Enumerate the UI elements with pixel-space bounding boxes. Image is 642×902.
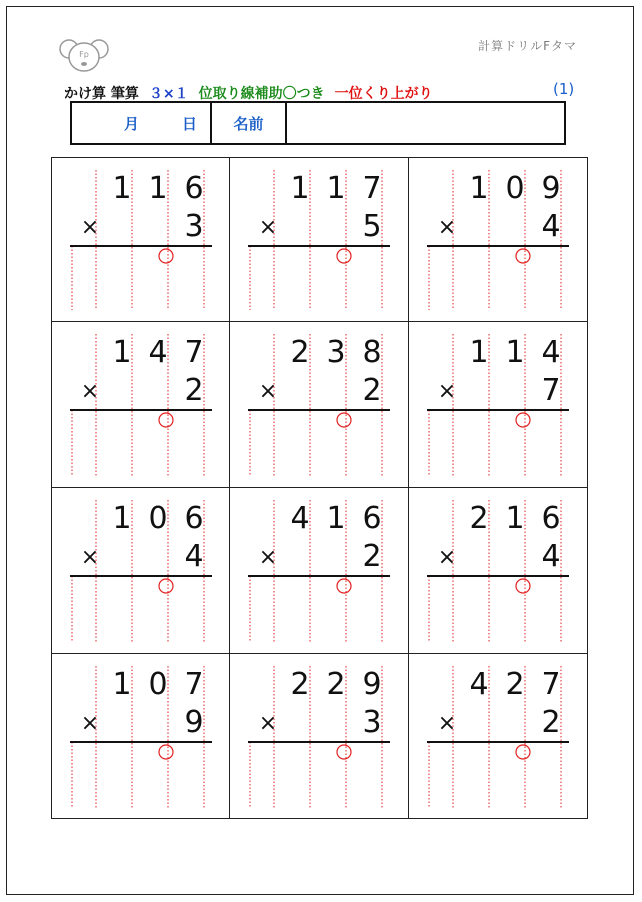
bottom-digit: 4 (541, 209, 561, 244)
date-field[interactable] (72, 103, 212, 143)
title-format: ３×１ (148, 86, 189, 102)
problem-canvas (52, 158, 230, 322)
problem-7 (51, 487, 230, 654)
top-digit: 6 (184, 171, 204, 206)
top-digit: 1 (148, 171, 168, 206)
multiply-sign: × (80, 215, 100, 240)
problem-1 (51, 157, 230, 322)
month-label: 月 (124, 114, 140, 133)
top-digit: 4 (469, 667, 489, 702)
top-digit: 1 (290, 171, 310, 206)
problem-canvas (409, 322, 589, 488)
logo-text: Fp (79, 50, 89, 59)
carry-circle (159, 579, 173, 593)
bottom-digit: 9 (184, 705, 204, 740)
carry-circle (516, 579, 530, 593)
problem-canvas (230, 654, 409, 820)
top-digit: 6 (362, 501, 382, 536)
day-label: 日 (182, 114, 198, 133)
top-digit: 1 (469, 335, 489, 370)
carry-circle (159, 413, 173, 427)
top-digit: 9 (362, 667, 382, 702)
title-helper: 位取り線補助〇つき (198, 86, 325, 102)
multiply-sign: × (258, 215, 278, 240)
top-digit: 8 (362, 335, 382, 370)
multiply-sign: × (437, 545, 457, 570)
bottom-digit: 2 (362, 539, 382, 574)
carry-circle (337, 413, 351, 427)
top-digit: 2 (505, 667, 525, 702)
multiply-sign: × (437, 215, 457, 240)
top-digit: 1 (326, 501, 346, 536)
top-digit: 7 (362, 171, 382, 206)
top-digit: 0 (148, 667, 168, 702)
multiply-sign: × (258, 545, 278, 570)
sheet-number: (1) (553, 80, 575, 98)
multiply-sign: × (258, 711, 278, 736)
problem-canvas (52, 654, 230, 820)
top-digit: 7 (184, 335, 204, 370)
problem-8 (229, 487, 409, 654)
bottom-digit: 7 (541, 373, 561, 408)
top-digit: 4 (541, 335, 561, 370)
top-digit: 1 (112, 501, 132, 536)
top-digit: 1 (112, 171, 132, 206)
problem-11 (229, 653, 409, 819)
multiply-sign: × (258, 379, 278, 404)
top-digit: 4 (148, 335, 168, 370)
top-digit: 2 (290, 667, 310, 702)
multiply-sign: × (80, 711, 100, 736)
carry-circle (516, 249, 530, 263)
bottom-digit: 5 (362, 209, 382, 244)
problem-2 (229, 157, 409, 322)
top-digit: 2 (326, 667, 346, 702)
problem-6 (408, 321, 588, 488)
top-digit: 1 (505, 501, 525, 536)
carry-circle (516, 413, 530, 427)
carry-circle (337, 745, 351, 759)
title-carry: 一位くり上がり (334, 86, 433, 102)
bottom-digit: 2 (541, 705, 561, 740)
top-digit: 1 (505, 335, 525, 370)
carry-circle (159, 745, 173, 759)
problem-10 (51, 653, 230, 819)
bottom-digit: 3 (362, 705, 382, 740)
problem-12 (408, 653, 588, 819)
problem-canvas (409, 654, 589, 820)
problem-canvas (409, 488, 589, 654)
top-digit: 4 (290, 501, 310, 536)
multiply-sign: × (437, 379, 457, 404)
carry-circle (337, 579, 351, 593)
top-digit: 7 (541, 667, 561, 702)
problem-canvas (52, 488, 230, 654)
top-digit: 2 (290, 335, 310, 370)
problem-4 (51, 321, 230, 488)
top-digit: 7 (184, 667, 204, 702)
mouse-logo-icon (59, 37, 109, 73)
top-digit: 1 (326, 171, 346, 206)
multiply-sign: × (80, 379, 100, 404)
problem-canvas (409, 158, 589, 322)
bottom-digit: 2 (184, 373, 204, 408)
bottom-digit: 4 (184, 539, 204, 574)
problem-3 (408, 157, 588, 322)
problem-canvas (230, 488, 409, 654)
problem-canvas (52, 322, 230, 488)
name-date-box (70, 101, 566, 145)
top-digit: 6 (184, 501, 204, 536)
bottom-digit: 4 (541, 539, 561, 574)
brand-label: 計算ドリルFタマ (478, 39, 577, 53)
top-digit: 2 (469, 501, 489, 536)
carry-circle (516, 745, 530, 759)
top-digit: 3 (326, 335, 346, 370)
bottom-digit: 2 (362, 373, 382, 408)
name-label: 名前 (212, 103, 287, 143)
top-digit: 1 (112, 335, 132, 370)
name-field[interactable] (287, 103, 564, 143)
problem-grid (51, 157, 588, 819)
problem-canvas (230, 158, 409, 322)
problem-canvas (230, 322, 409, 488)
problem-9 (408, 487, 588, 654)
worksheet-title (64, 83, 433, 103)
top-digit: 0 (148, 501, 168, 536)
bottom-digit: 3 (184, 209, 204, 244)
top-digit: 6 (541, 501, 561, 536)
title-topic: かけ算 筆算 (64, 86, 139, 102)
multiply-sign: × (80, 545, 100, 570)
carry-circle (337, 249, 351, 263)
problem-5 (229, 321, 409, 488)
top-digit: 0 (505, 171, 525, 206)
top-digit: 9 (541, 171, 561, 206)
multiply-sign: × (437, 711, 457, 736)
carry-circle (159, 249, 173, 263)
top-digit: 1 (469, 171, 489, 206)
top-digit: 1 (112, 667, 132, 702)
